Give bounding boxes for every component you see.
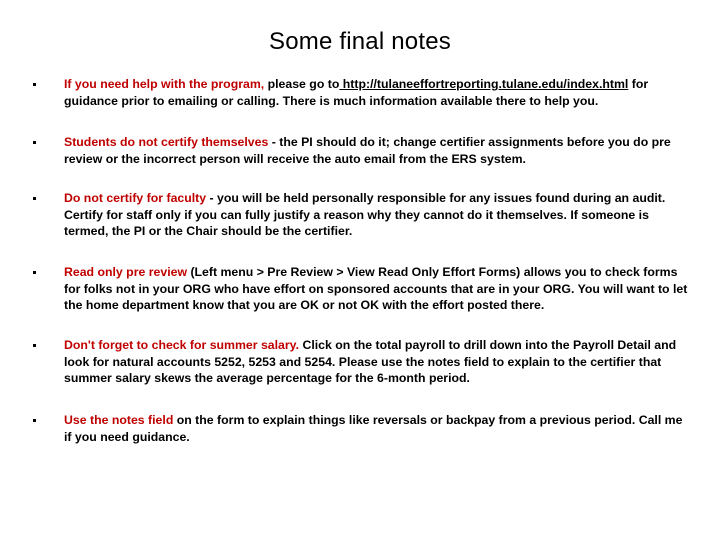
note-text — [64, 264, 689, 314]
bullet-icon — [33, 344, 36, 347]
note-text — [64, 190, 689, 240]
note-text — [64, 76, 689, 109]
note-text — [64, 134, 689, 167]
bullet-icon — [33, 197, 36, 200]
bullet-icon — [33, 83, 36, 86]
bullet-icon — [33, 271, 36, 274]
note-text — [64, 337, 689, 387]
bullet-icon — [33, 419, 36, 422]
note-rest: (Left menu > Pre Review > View Read Only Effort Forms) allows you to check forms for folks not in your ORG who have effort on sponsored accounts that are in your ORG. You will want to let the home department know that you are OK or not OK with the effort posted there. — [64, 265, 688, 312]
note-lead: Students do not certify themselves — [64, 135, 269, 149]
note-lead: If you need help with the program, — [64, 77, 265, 91]
note-lead: Don't forget to check for summer salary. — [64, 338, 300, 352]
note-rest: - you will be held personally responsible for any issues found during an audit. Certify for staff only if you can fully justify a reason why they cannot do it themselves. If someone is termed, the PI or the Chair should be the certifier. — [64, 191, 666, 238]
note-rest: for guidance prior to emailing or calling. There is much information available there to help you. — [64, 77, 649, 108]
note-text — [64, 412, 689, 445]
note-rest: - the PI should do it; change certifier assignments before you do pre review or the incorrect person will receive the auto email from the ERS system. — [64, 135, 671, 166]
note-mid: please go to — [264, 77, 340, 91]
note-lead: Read only pre review — [64, 265, 188, 279]
note-lead: Use the notes field — [64, 413, 174, 427]
bullet-icon — [33, 141, 36, 144]
page-title: Some final notes — [269, 28, 451, 55]
help-link[interactable]: http://tulaneeffortreporting.tulane.edu/index.html — [339, 77, 629, 91]
note-rest: Click on the total payroll to drill down into the Payroll Detail and look for natural accounts 5252, 5253 and 5254. Please use the notes field to explain to the certifier that summer salary skews the average percentage for the 6-month period. — [64, 338, 677, 385]
note-lead: Do not certify for faculty — [64, 191, 207, 205]
note-rest: on the form to explain things like reversals or backpay from a previous period. Call me if you need guidance. — [64, 413, 683, 444]
